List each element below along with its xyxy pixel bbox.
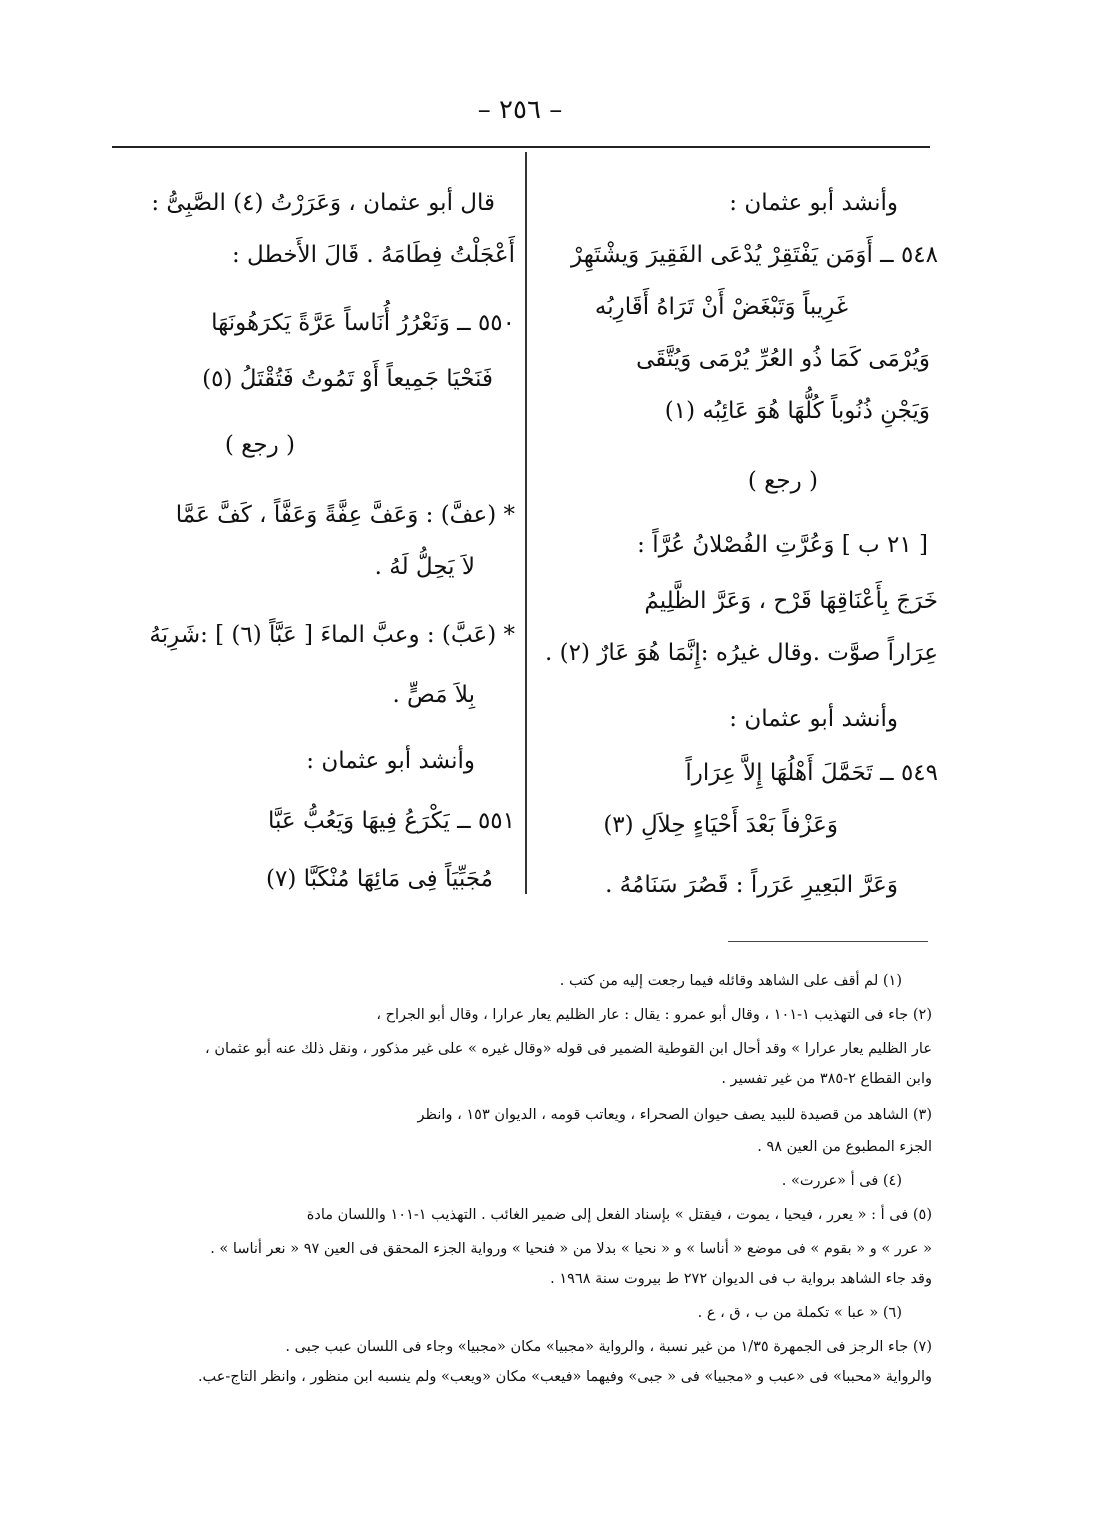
text-line: لاَ يَحِلُّ لَهُ . [374, 554, 475, 580]
text-line: بِلاَ مَصٍّ . [392, 682, 475, 708]
text-line: أَعْجَلْتُ فِطَامَهُ . قَالَ الأَخطل : [231, 242, 515, 268]
text-line: ٥٤٨ ــ أَوَمَن يَفْتَقِرْ يُدْعَى الفَقِيرَ وَيشْتَهِرْ [571, 242, 938, 268]
text-line: وَعَزْفاً بَعْدَ أَحْيَاءٍ حِلاَلِ (٣) [603, 812, 838, 838]
footnote-line: (٥) فى أ : « يعرر ، فيحيا ، يموت ، فيقتل » بإسناد الفعل إلى ضمير الغائب . التهذيب ١-١٠١ واللسان مادة [306, 1207, 932, 1223]
text-line: ٥٤٩ ــ تَحَمَّلَ أَهْلُهَا إِلاَّ عِرَاراً [685, 760, 938, 786]
footnote-line: « عرر » و « بقوم » فى موضع « أناسا » و « نحيا » بدلا من « فنحيا » ورواية الجزء المحقق فى العين ٩٧ « نعر أناسا » . [210, 1241, 932, 1257]
footnote-line: (٧) جاء الرجز فى الجمهرة ١/٣٥ من غير نسبة ، والرواية «مجبيا» مكان «مجبيا» وجاء فى اللسان عبب جبى . [285, 1339, 932, 1355]
footnote-line: (٤) فى أ «عررت» . [781, 1173, 902, 1189]
footnote-line: عار الظليم يعار عرارا » وقد أحال ابن القوطية الضمير فى قوله «وقال غيره » على غير مذكور ، ونقل ذلك عنه أبو عثمان ، [205, 1041, 932, 1057]
text-line: ٥٥١ ــ يَكْرَعُ فِيهَا وَيَعُبُّ عَبَّا [267, 808, 515, 834]
footnote-line: وابن القطاع ٢-٣٨٥ من غير تفسير . [721, 1071, 932, 1087]
footnote-line: (١) لم أقف على الشاهد وقائله فيما رجعت إليه من كتب . [559, 973, 902, 989]
footnote-line: وقد جاء الشاهد برواية ب فى الديوان ٢٧٢ ط بيروت سنة ١٩٦٨ . [550, 1271, 932, 1287]
text-line: فَنَحْيَا جَمِيعاً أَوْ تَمُوتُ فَتُقْتَلُ (٥) [202, 366, 493, 392]
text-line: * (عفَّ) : وَعَفَّ عِفَّةً وَعَفَّاً ، كَفَّ عَمَّا [175, 502, 515, 528]
text-line: قال أبو عثمان ، وَعَرَرْتُ (٤) الصَّبِىُّ : [151, 190, 495, 216]
page-number: – ٢٥٦ – [477, 95, 563, 125]
text-line: خَرَجَ بِأَعْنَاقِهَا قَرْح ، وَعَرَّ الظَّلِيمُ [644, 588, 938, 614]
footnote-line: (٦) « عبا » تكملة من ب ، ق ، ع . [697, 1305, 902, 1321]
text-line: وَيُرْمَى كَمَا ذُو العُرِّ يُرْمَى وَيُتَّقَى [636, 346, 930, 372]
footnote-line: (٢) جاء فى التهذيب ١-١٠١ ، وقال أبو عمرو : يقال : عار الظليم يعار عرارا ، وقال أبو الجراح ، [376, 1007, 932, 1023]
column-divider [525, 152, 527, 894]
text-line: وأنشد أبو عثمان : [306, 748, 475, 774]
text-line: وأنشد أبو عثمان : [729, 706, 898, 732]
text-line: [ ٢١ ب ] وَعُرَّتِ الفُصْلانُ عُرَّاً : [637, 532, 928, 558]
header-rule [112, 146, 930, 148]
footnote-line: الجزء المطبوع من العين ٩٨ . [757, 1139, 932, 1155]
text-line: * (عَبَّ) : وعبَّ الماءَ [ عَبَّاً (٦) ] :شَرِبَهُ [149, 622, 515, 648]
text-line: مُجَبِّيَاً فِى مَائِهَا مُنْكَبَّا (٧) [265, 866, 493, 892]
text-line: ( رجع ) [224, 432, 295, 458]
text-line: ( رجع ) [747, 468, 818, 494]
text-line: غَرِيباً وَتَبْغَضْ أَنْ تَرَاهُ أَقَارِبُه [594, 294, 848, 320]
text-line: عِرَاراً صوَّت .وقال غيرُه :إِنَّمَا هُوَ عَارٌ (٢) . [544, 640, 938, 666]
text-line: ٥٥٠ ــ وَنَعْرُرُ أُنَاساً عَرَّةً يَكرَهُونَهَا [211, 310, 515, 336]
text-line: وَعَرَّ البَعِيرِ عَرَراً : قَصُرَ سَنَامُهُ . [605, 872, 898, 898]
text-line: وَيَجْنِ ذُنُوباً كُلُّهَا هُوَ عَائِبُه (١) [664, 398, 930, 424]
footnote-line: (٣) الشاهد من قصيدة للبيد يصف حيوان الصحراء ، ويعاتب قومه ، الديوان ١٥٣ ، وانظر [417, 1107, 932, 1123]
footnote-rule [728, 941, 928, 942]
text-line: وأنشد أبو عثمان : [729, 190, 898, 216]
footnote-line: والرواية «محببا» فى «عبب و «مجبيا» فى « جبى» وفيهما «فيعب» مكان «ويعب» ولم ينسبه ابن منظور ، وانظر التاج-عب. [197, 1369, 932, 1385]
